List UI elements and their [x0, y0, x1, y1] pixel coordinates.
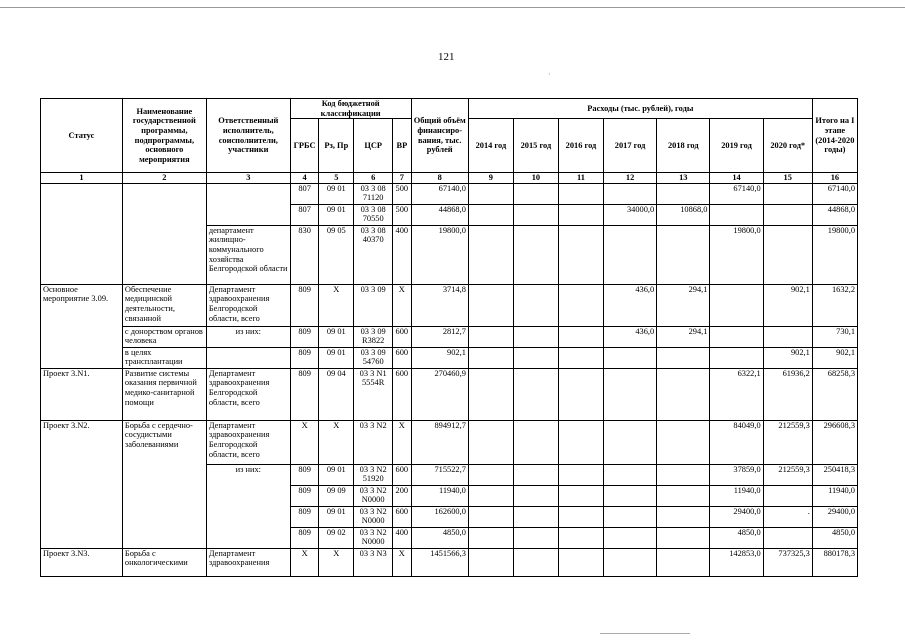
- table-cell: [558, 485, 603, 506]
- status-cell: Проект 3.N2.: [41, 420, 123, 548]
- table-cell: [710, 347, 763, 368]
- table-cell: 902,1: [411, 347, 468, 368]
- table-row: [41, 420, 858, 464]
- executor-cell: Департамент здравоохранения: [206, 548, 290, 576]
- table-cell: [657, 506, 710, 527]
- table-cell: 5: [319, 173, 354, 184]
- table-cell: [603, 225, 656, 284]
- table-cell: [763, 204, 812, 225]
- table-cell: 03 3 08 71120: [354, 183, 393, 204]
- header-vr: ВР: [393, 119, 411, 173]
- table-cell: [558, 548, 603, 576]
- table-cell: 809: [290, 284, 319, 326]
- table-cell: 162600,0: [411, 506, 468, 527]
- table-cell: 600: [393, 464, 411, 485]
- table-cell: 600: [393, 347, 411, 368]
- table-cell: 500: [393, 183, 411, 204]
- table-cell: 7: [393, 173, 411, 184]
- table-cell: 09 01: [319, 183, 354, 204]
- table-cell: [603, 485, 656, 506]
- table-cell: [710, 326, 763, 347]
- table-cell: [763, 326, 812, 347]
- table-cell: 09 02: [319, 527, 354, 548]
- executor-cell: Департамент здравоохранения Белгородской области, всего: [206, 368, 290, 420]
- table-cell: [558, 225, 603, 284]
- executor-cell: [206, 347, 290, 368]
- table-cell: .: [763, 506, 812, 527]
- table-cell: 880178,3: [812, 548, 857, 576]
- table-cell: [657, 485, 710, 506]
- table-cell: [513, 368, 558, 420]
- header-total: Общий объём финансиро-вания, тыс. рублей: [411, 99, 468, 173]
- table-cell: 03 3 08 70550: [354, 204, 393, 225]
- header-2017: 2017 год: [603, 119, 656, 173]
- scan-speck: ·: [548, 70, 551, 79]
- header-rz: Рз, Пр: [319, 119, 354, 173]
- table-cell: [558, 183, 603, 204]
- table-cell: [558, 347, 603, 368]
- table-cell: [710, 204, 763, 225]
- table-cell: 09 01: [319, 204, 354, 225]
- table-cell: [513, 506, 558, 527]
- table-cell: [558, 464, 603, 485]
- table-cell: [468, 420, 513, 464]
- table-cell: Х: [290, 548, 319, 576]
- executor-cell: [206, 183, 290, 225]
- table-cell: [657, 183, 710, 204]
- table-cell: 1632,2: [812, 284, 857, 326]
- table-cell: [558, 420, 603, 464]
- table-cell: [558, 368, 603, 420]
- table-cell: 12: [603, 173, 656, 184]
- table-cell: 03 3 N2 51920: [354, 464, 393, 485]
- table-cell: [513, 464, 558, 485]
- status-cell: Проект 3.N3.: [41, 548, 123, 576]
- table-cell: 807: [290, 204, 319, 225]
- table-cell: 03 3 N1 5554R: [354, 368, 393, 420]
- table-cell: [468, 225, 513, 284]
- table-cell: 212559,3: [763, 420, 812, 464]
- table-cell: 400: [393, 527, 411, 548]
- header-csr: ЦСР: [354, 119, 393, 173]
- table-cell: 19800,0: [710, 225, 763, 284]
- table-cell: 03 3 09: [354, 284, 393, 326]
- table-cell: [558, 527, 603, 548]
- table-cell: 67140,0: [812, 183, 857, 204]
- table-cell: 67140,0: [710, 183, 763, 204]
- table-cell: 09 09: [319, 485, 354, 506]
- table-cell: 600: [393, 326, 411, 347]
- executor-cell: из них:: [206, 326, 290, 347]
- table-cell: [763, 527, 812, 548]
- table-cell: 250418,3: [812, 464, 857, 485]
- table-cell: Х: [393, 420, 411, 464]
- table-cell: [558, 284, 603, 326]
- table-cell: [468, 368, 513, 420]
- table-cell: [603, 368, 656, 420]
- table-cell: [468, 183, 513, 204]
- table-cell: 436,0: [603, 326, 656, 347]
- header-2019: 2019 год: [710, 119, 763, 173]
- table-cell: 44868,0: [812, 204, 857, 225]
- table-cell: Х: [319, 548, 354, 576]
- table-cell: Х: [290, 420, 319, 464]
- table-cell: 14: [710, 173, 763, 184]
- table-cell: [763, 485, 812, 506]
- table-cell: 11940,0: [411, 485, 468, 506]
- table-cell: [710, 284, 763, 326]
- table-cell: 807: [290, 183, 319, 204]
- table-cell: [657, 368, 710, 420]
- table-cell: Х: [319, 420, 354, 464]
- table-cell: [763, 183, 812, 204]
- table-cell: 715522,7: [411, 464, 468, 485]
- table-cell: 19800,0: [812, 225, 857, 284]
- table-cell: 44868,0: [411, 204, 468, 225]
- table-cell: 16: [812, 173, 857, 184]
- table-cell: 894912,7: [411, 420, 468, 464]
- table-cell: 4850,0: [812, 527, 857, 548]
- table-cell: Х: [393, 548, 411, 576]
- table-cell: 03 3 N2: [354, 420, 393, 464]
- executor-cell: Департамент здравоохранения Белгородской области, всего: [206, 284, 290, 326]
- table-cell: [468, 464, 513, 485]
- table-cell: 15: [763, 173, 812, 184]
- table-cell: 84049,0: [710, 420, 763, 464]
- table-cell: [657, 527, 710, 548]
- table-cell: 68258,3: [812, 368, 857, 420]
- table-cell: 09 01: [319, 347, 354, 368]
- table-cell: 03 3 09 R3822: [354, 326, 393, 347]
- table-cell: 500: [393, 204, 411, 225]
- table-cell: [513, 485, 558, 506]
- table-cell: [657, 420, 710, 464]
- table-row: [41, 347, 858, 368]
- table-cell: 296608,3: [812, 420, 857, 464]
- header-executor: Ответственный исполнитель, соисполнители, участники: [206, 99, 290, 173]
- name-cell: Борьба с сердечно-сосудистыми заболеваниями: [122, 420, 206, 548]
- table-cell: 4850,0: [710, 527, 763, 548]
- table-cell: 4850,0: [411, 527, 468, 548]
- table-cell: 809: [290, 347, 319, 368]
- status-cell: [41, 183, 123, 284]
- executor-cell: из них:: [206, 464, 290, 548]
- top-border-line: [0, 7, 905, 8]
- table-row: [41, 368, 858, 420]
- table-cell: 9: [468, 173, 513, 184]
- name-cell: Обеспечение медицинской деятельности, связанной: [122, 284, 206, 326]
- table-cell: 2812,7: [411, 326, 468, 347]
- table-cell: 09 04: [319, 368, 354, 420]
- table-cell: 6322,1: [710, 368, 763, 420]
- table-cell: 730,1: [812, 326, 857, 347]
- table-cell: [468, 204, 513, 225]
- table-cell: 809: [290, 485, 319, 506]
- table-cell: 830: [290, 225, 319, 284]
- status-cell: Проект 3.N1.: [41, 368, 123, 420]
- table-cell: [558, 506, 603, 527]
- table-cell: 809: [290, 527, 319, 548]
- budget-table: [40, 98, 858, 577]
- bottom-scan-line: [600, 633, 690, 634]
- table-cell: 436,0: [603, 284, 656, 326]
- header-stage-total: Итого на I этапе (2014-2020 годы): [812, 99, 857, 173]
- header-name: Наименование государственной программы, подпрограммы, основного мероприятия: [122, 99, 206, 173]
- table-cell: 809: [290, 368, 319, 420]
- column-number-row: [41, 173, 858, 184]
- name-cell: с донорством органов человека: [122, 326, 206, 347]
- table-cell: [558, 204, 603, 225]
- header-2018: 2018 год: [657, 119, 710, 173]
- table-cell: 8: [411, 173, 468, 184]
- table-cell: 902,1: [812, 347, 857, 368]
- table-cell: [763, 225, 812, 284]
- table-cell: 09 01: [319, 464, 354, 485]
- table-cell: 61936,2: [763, 368, 812, 420]
- table-cell: 3: [206, 173, 290, 184]
- table-cell: 902,1: [763, 347, 812, 368]
- table-cell: [513, 326, 558, 347]
- table-cell: 67140,0: [411, 183, 468, 204]
- table-cell: 600: [393, 506, 411, 527]
- header-2014: 2014 год: [468, 119, 513, 173]
- header-2016: 2016 год: [558, 119, 603, 173]
- table-cell: 400: [393, 225, 411, 284]
- table-cell: [468, 548, 513, 576]
- table-cell: 600: [393, 368, 411, 420]
- status-cell: Основное мероприятие 3.09.: [41, 284, 123, 368]
- table-cell: [603, 506, 656, 527]
- table-row: [41, 284, 858, 326]
- header-2015: 2015 год: [513, 119, 558, 173]
- table-cell: 13: [657, 173, 710, 184]
- table-cell: 03 3 N2 N0000: [354, 485, 393, 506]
- header-budget-code: Код бюджетной классификации: [290, 99, 411, 119]
- executor-cell: Департамент здравоохранения Белгородской области, всего: [206, 420, 290, 464]
- table-cell: 2: [122, 173, 206, 184]
- table-cell: 1451566,3: [411, 548, 468, 576]
- table-cell: 10: [513, 173, 558, 184]
- table-row: [41, 326, 858, 347]
- header-expenses: Расходы (тыс. рублей), годы: [468, 99, 812, 119]
- table-cell: 19800,0: [411, 225, 468, 284]
- table-cell: 1: [41, 173, 123, 184]
- page-number: 121: [438, 51, 455, 63]
- table-cell: [603, 347, 656, 368]
- table-cell: 212559,3: [763, 464, 812, 485]
- table-cell: [558, 326, 603, 347]
- table-cell: [468, 284, 513, 326]
- table-cell: 809: [290, 506, 319, 527]
- table-cell: [657, 548, 710, 576]
- table-cell: 11940,0: [710, 485, 763, 506]
- table-cell: 09 01: [319, 326, 354, 347]
- table-cell: 09 01: [319, 506, 354, 527]
- table-cell: [603, 548, 656, 576]
- table-cell: [603, 527, 656, 548]
- table-cell: 11940,0: [812, 485, 857, 506]
- table-cell: Х: [319, 284, 354, 326]
- table-cell: [513, 284, 558, 326]
- table-cell: 6: [354, 173, 393, 184]
- table-cell: [513, 347, 558, 368]
- table-cell: 10868,0: [657, 204, 710, 225]
- table-cell: 809: [290, 464, 319, 485]
- table-cell: [513, 548, 558, 576]
- table-cell: [513, 204, 558, 225]
- name-cell: [122, 183, 206, 284]
- table-row: [41, 183, 858, 204]
- table-cell: 11: [558, 173, 603, 184]
- table-cell: [468, 485, 513, 506]
- table-cell: 200: [393, 485, 411, 506]
- header-grbs: ГРБС: [290, 119, 319, 173]
- table-cell: 29400,0: [812, 506, 857, 527]
- name-cell: Развитие системы оказания первичной медико-санитарной помощи: [122, 368, 206, 420]
- table-cell: [468, 326, 513, 347]
- table-cell: 809: [290, 326, 319, 347]
- table-cell: [468, 506, 513, 527]
- table-cell: 03 3 08 40370: [354, 225, 393, 284]
- table-cell: [603, 464, 656, 485]
- table-cell: 09 05: [319, 225, 354, 284]
- table-cell: 270460,9: [411, 368, 468, 420]
- table-cell: 03 3 N2 N0000: [354, 506, 393, 527]
- table-cell: 03 3 N3: [354, 548, 393, 576]
- table-cell: [657, 464, 710, 485]
- table-cell: 294,1: [657, 284, 710, 326]
- table-cell: [657, 225, 710, 284]
- table-cell: 37859,0: [710, 464, 763, 485]
- name-cell: в целях трансплантации: [122, 347, 206, 368]
- table-cell: [513, 183, 558, 204]
- table-cell: Х: [393, 284, 411, 326]
- table-cell: 294,1: [657, 326, 710, 347]
- name-cell: Борьба с онкологическими: [122, 548, 206, 576]
- table-cell: [468, 527, 513, 548]
- table-cell: 902,1: [763, 284, 812, 326]
- table-cell: 4: [290, 173, 319, 184]
- table-row: [41, 548, 858, 576]
- table-cell: [603, 183, 656, 204]
- table-cell: 29400,0: [710, 506, 763, 527]
- table-cell: 03 3 N2 N0000: [354, 527, 393, 548]
- executor-cell: департамент жилищно-коммунального хозяйства Белгородской области: [206, 225, 290, 284]
- table-cell: 3714,8: [411, 284, 468, 326]
- header-2020: 2020 год*: [763, 119, 812, 173]
- table-cell: 142853,0: [710, 548, 763, 576]
- table-cell: 737325,3: [763, 548, 812, 576]
- table-cell: [657, 347, 710, 368]
- table-cell: [513, 527, 558, 548]
- table-cell: [513, 420, 558, 464]
- table-cell: 34000,0: [603, 204, 656, 225]
- header-status: Статус: [41, 99, 123, 173]
- table-cell: 03 3 09 54760: [354, 347, 393, 368]
- table-cell: [468, 347, 513, 368]
- table-cell: [603, 420, 656, 464]
- table-cell: [513, 225, 558, 284]
